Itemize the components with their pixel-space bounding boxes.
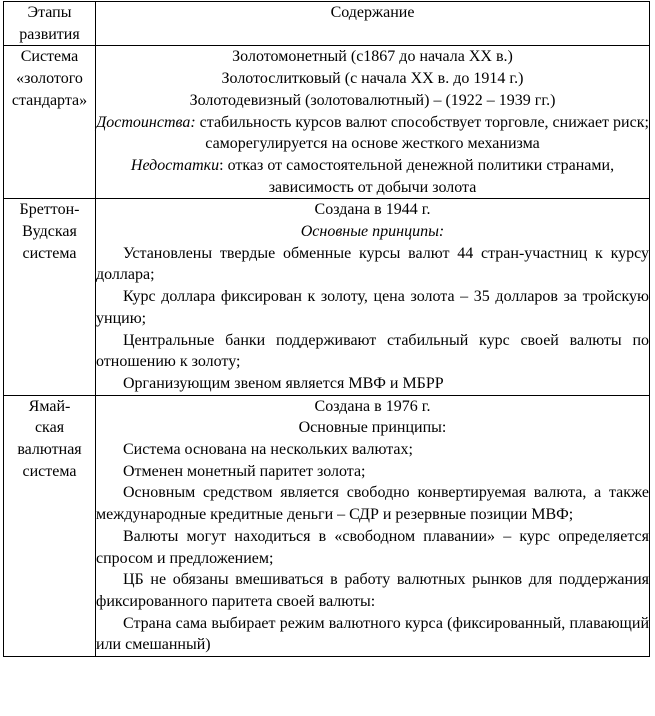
jamaica-principle: Система основана на нескольких валютах; bbox=[123, 441, 413, 459]
jamaica-principle: ЦБ не обязаны вмешиваться в работу валютных рынков для поддержания фиксированного паритета своей валюты: bbox=[96, 571, 649, 610]
jamaica-principles-label: Основные принципы: bbox=[298, 419, 447, 437]
gold-form-line: Золотомонетный (с1867 до начала XX в.) bbox=[232, 48, 513, 66]
gold-form-line: Золотослитковый (с начала XX в. до 1914 г.) bbox=[221, 70, 524, 88]
disadvantages-text: : отказ от самостоятельной денежной политики странами, зависимость от добычи золота bbox=[219, 156, 615, 196]
gold-stage-cell bbox=[4, 46, 96, 199]
jamaica-stage-cell bbox=[4, 395, 96, 656]
bretton-woods-row bbox=[4, 199, 650, 395]
header-row bbox=[4, 2, 650, 46]
bretton-stage-line: Вудская bbox=[22, 223, 77, 241]
jamaica-stage-line: система bbox=[22, 462, 77, 480]
advantages-text: стабильность курсов валют способствует торговле, снижает риск; саморегулируется на основе жесткого механизма bbox=[195, 113, 649, 153]
header-stages-line: развития bbox=[19, 25, 80, 43]
gold-content-cell bbox=[96, 46, 650, 199]
header-content-label: Содержание bbox=[330, 4, 415, 21]
gold-stage-line: «золотого bbox=[16, 70, 83, 88]
jamaica-stage-line: валютная bbox=[17, 441, 82, 459]
jamaica-content-cell bbox=[96, 395, 650, 656]
bretton-content-cell bbox=[96, 199, 650, 395]
bretton-principle: Организующим звеном является МВФ и МБРР bbox=[123, 374, 444, 392]
header-content-cell bbox=[96, 2, 650, 46]
disadvantages-label: Недостатки bbox=[130, 156, 220, 174]
jamaica-row bbox=[4, 395, 650, 656]
jamaica-stage-line: Ямай- bbox=[28, 397, 71, 415]
header-stages-cell bbox=[4, 2, 96, 46]
gold-stage-line: стандарта» bbox=[11, 91, 88, 109]
gold-disadvantages bbox=[96, 155, 649, 198]
jamaica-created: Создана в 1976 г. bbox=[314, 397, 431, 415]
jamaica-principle: Страна сама выбирает режим валютного курса (фиксированный, плавающий или смешанный) bbox=[96, 614, 649, 654]
header-stages-line: Этапы bbox=[27, 4, 72, 21]
currency-systems-table bbox=[3, 1, 650, 657]
advantages-label: Достоинства: bbox=[96, 113, 196, 131]
jamaica-stage-line: ская bbox=[34, 419, 65, 437]
jamaica-principle: Основным средством является свободно конвертируемая валюта, а также международные кредитные деньги – СДР и резервные позиции МВФ; bbox=[96, 484, 649, 524]
bretton-stage-line: Бреттон- bbox=[19, 201, 80, 219]
bretton-created: Создана в 1944 г. bbox=[314, 201, 431, 219]
gold-advantages bbox=[96, 112, 649, 155]
gold-standard-row bbox=[4, 46, 650, 199]
jamaica-principle: Отменен монетный паритет золота; bbox=[123, 462, 366, 480]
bretton-principle: Центральные банки поддерживают стабильный курс своей валюты по отношению к золоту; bbox=[96, 331, 649, 371]
gold-stage-line: Система bbox=[20, 48, 79, 66]
bretton-stage-line: система bbox=[22, 244, 77, 262]
gold-form-line: Золотодевизный (золотовалютный) – (1922 – 1939 гг.) bbox=[189, 91, 556, 109]
bretton-principles-label: Основные принципы: bbox=[300, 223, 445, 241]
bretton-principle: Курс доллара фиксирован к золоту, цена золота – 35 долларов за тройскую унцию; bbox=[96, 288, 649, 327]
bretton-stage-cell bbox=[4, 199, 96, 395]
jamaica-principle: Валюты могут находиться в «свободном плавании» – курс определяется спросом и предложением; bbox=[96, 527, 649, 567]
bretton-principle: Установлены твердые обменные курсы валют 44 стран-участниц к курсу доллара; bbox=[96, 244, 649, 284]
